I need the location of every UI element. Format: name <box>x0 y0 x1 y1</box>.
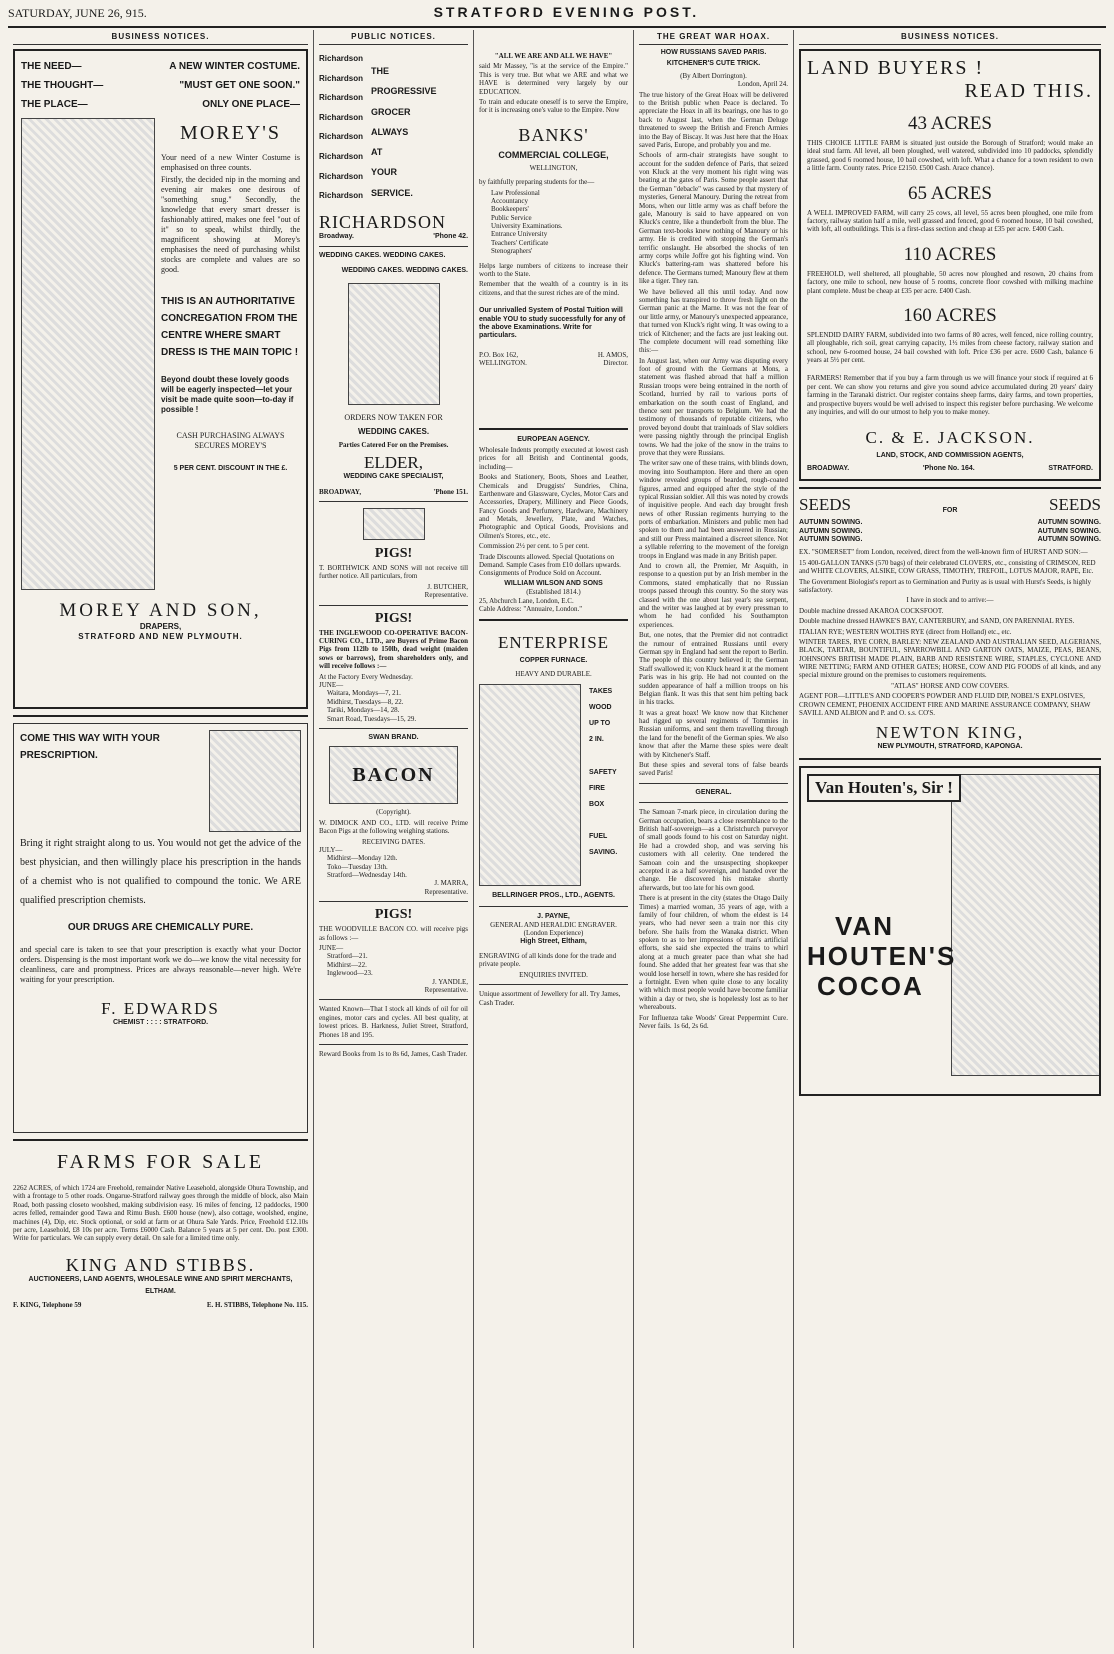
pigs-2-date: Midhirst, Tuesdays—8, 22. <box>327 697 404 706</box>
jackson-sub: LAND, STOCK, AND COMMISSION AGENTS, <box>876 452 1024 460</box>
course: Law Professional <box>491 188 540 197</box>
masthead-title: STRATFORD EVENING POST. <box>433 4 700 20</box>
farms-body: 2262 ACRES, of which 1724 are Freehold, remainder Native Leasehold, alongside Ohura Township, and with a frontage to 5 other roads. Ongarue-Stratford railway goes through the middle of block, also Main Road, both passing closeto woolshed, making subdivision easy. 16 miles of fencing, 12 paddocks, 1900 acres felled, remainder good Tawa and Rimu Bush. £600 house (new), also cottage, woolshed, engine, machines (4), Dip, etc. Stock optional, or sold at farm or at Ohura Sale Yards. Price, Freehold £12.10s per acre, Leasehold, £8 10s per acre. Terms £6000 Cash. Balance 5 years at 5 per cent. Do. post £300. Write for particulars. We can supply every detail. On sale for a limited time only. <box>13 1184 309 1243</box>
hoax-dateline: London, April 24. <box>737 80 789 89</box>
hoax-p4: In August last, when our Army was disputing every foot of ground with the Germans at Mons, a statement was flashed abroad that half a million Russian troops were being entrained in the north of Scotland, hurried by rail to various ports of embarkation on the south coast of England, and thence sent per transports to Belgium. We had the testimony of thousands of reputable citizens, who proved beyond doubt that trainloads of Slav soldiers were passing nightly through the principal English towns. We had the joke of the snow in the trains to prove that they were Russians. <box>639 356 789 457</box>
richardson-repeats <box>319 49 363 206</box>
seeds-akaroa: Double machine dressed AKAROA COCKSFOOT. <box>799 606 944 615</box>
acres-160: 160 ACRES <box>903 304 997 326</box>
van-houten-ad <box>799 766 1101 1096</box>
hoax-p7: But, one notes, that the Premier did not contradict the rumour of entrained Russians until every German spy in England had sent the report to Berlin. The people of this country believed it; the German Staff swallowed it; von Kluck heard it at the moment Paris was in his grip. He had not counted on the sudden appearance of half a million troops on his Belgian flank. It was this that sent him pelting back in his tracks. <box>639 631 789 707</box>
acres-110-body: FREEHOLD, well sheltered, all ploughable, 50 acres now ploughed and resown, 20 chains from factory, one mile to school, new house of 5 rooms, concrete floor cowshed with milking machine plant complete. Must be cheap at £35 per acre. £400 Cash. <box>807 269 1093 295</box>
divider <box>319 501 468 502</box>
euro-body: Wholesale Indents promptly executed at lowest cash prices for all British and Continental goods, including— <box>479 445 629 471</box>
course: University Examinations. <box>491 222 563 231</box>
banks-college: COMMERCIAL COLLEGE, <box>498 149 609 160</box>
morey-left-lines <box>21 57 103 114</box>
morey-ad <box>13 49 308 709</box>
course: Stenographers' <box>491 247 533 256</box>
pigs-3-month: JUNE— <box>319 944 344 953</box>
divider <box>319 901 468 902</box>
morey-cash: CASH PURCHASING ALWAYS SECURES MOREY'S <box>176 431 285 450</box>
swan-month: JULY— <box>319 845 343 854</box>
richardson-line: Richardson <box>319 132 364 142</box>
seeds-agent: AGENT FOR—LITTLE'S AND COOPER'S POWDER AND FLUID DIP, NOBEL'S EXPLOSIVES, CROWN CEMENT, PHOENIX ACCIDENT FIRE AND MARINE ASSURANCE COMPANY, SHAW SAVILL AND ALBION and P. and O. s.s. CO'S. <box>799 692 1091 718</box>
reward-books: Reward Books from 1s to 8s 6d, James, Cash Trader. <box>319 1049 468 1058</box>
hoax-p5: The writer saw one of these trains, with blinds down, moving into Southampton. Here and there an open window revealed groups of bearded, rough-coated figures, armed and equipped after the style of the typical Russian soldier. All this was noted by crowds of inquisitive people. And each day brought fresh news of other Russian regiments hurrying to the ports of embarkation. Ministers and public men had spoken to them and had been answered in Russian; and still our Press maintained a discreet silence. Not a syllable referring to the movement of the foreign troops in England was made in any British paper. <box>639 459 789 560</box>
seeds-italian: ITALIAN RYE; WESTERN WOLTHS RYE (direct from Holland) etc., etc. <box>799 627 1012 636</box>
morey-towns: STRATFORD AND NEW PLYMOUTH. <box>78 632 243 641</box>
richardson-line: Richardson <box>319 112 364 122</box>
morey-line-place: THE PLACE— <box>21 99 88 110</box>
seeds-left: SEEDS <box>799 495 851 515</box>
euro-trade: Trade Discounts allowed. Special Quotations on Demand. Sample Cases from £10 dollars upwards. Consignments of Produce Sold on Account. <box>479 552 621 578</box>
newton-king-name: NEWTON KING, <box>875 723 1025 743</box>
morey-line-costume: A NEW WINTER COSTUME. <box>169 61 301 72</box>
richardson-name: RICHARDSON <box>319 211 447 232</box>
pigs-3-role: Representative. <box>424 985 469 994</box>
edwards-body-2: and special care is taken to see that your prescription is exactly what your Doctor orders. Dispensing is the most important work we do—we know the vital necessity for cleanliness, care and promptness. Prices are always reasonable—never high. We're waiting for your prescription. <box>20 945 302 984</box>
divider <box>319 999 468 1000</box>
hoax-p6: And to crown all, the Premier, Mr Asquith, in response to a question put by an Irish member in the Commons, stated emphatically that no Russian troops passed through this country. So the story was classed with the one about last year's sea serpent, and the writer was laughed at by every pressman to whom he had confided his Southampton experiences. <box>639 562 789 629</box>
swan-date: Stratford—Wednesday 14th. <box>327 871 407 880</box>
pigs-ad-1 <box>319 508 468 600</box>
divider <box>319 246 468 247</box>
autumn-line: AUTUMN SOWING. <box>1037 519 1101 527</box>
acres-110: 110 ACRES <box>903 243 997 265</box>
acres-160-body: SPLENDID DAIRY FARM, subdivided into two farms of 80 acres, well fenced, nice rolling country, all ploughable, rich soil, great carrying capacity, 1½ miles from cheese factory, railway station and school, new 6-roomed house, 24 bail cowshed with loft. Price £36 per acre. £600 Cash, balance 6 years at 5½ per cent. <box>807 330 1093 365</box>
column-1 <box>8 30 314 1648</box>
elder-name: ELDER, <box>364 453 424 473</box>
pigs-3-date: Stratford—21. <box>327 952 368 961</box>
pigs-3-body: THE WOODVILLE BACON CO. will receive pigs as follows :— <box>319 925 469 942</box>
banks-amos: H. AMOS, <box>597 350 629 359</box>
payne-body: ENGRAVING of all kinds done for the trade and private people. <box>479 952 617 969</box>
feature: FIRE <box>589 784 605 792</box>
seeds-ex: EX. "SOMERSET" from London, received, direct from the well-known firm of HURST AND SON:— <box>799 548 1088 557</box>
divider <box>479 906 628 907</box>
seeds-hawke: Double machine dressed HAWKE'S BAY, CANTERBURY, and SAND, ON PARENNIAL RYES. <box>799 617 1075 626</box>
jackson-address: BROADWAY. <box>807 464 850 472</box>
banks-system: Our unrivalled System of Postal Tuition will enable YOU to study successfully for any of the above Examinations. Write for particulars. <box>479 307 626 340</box>
van-houten-word: COCOA <box>817 970 924 1001</box>
morey-beyond: Beyond doubt these lovely goods will be eagerly inspected—let your visit be made quite soon—to-day if possible ! <box>161 375 294 414</box>
pigs-1-title: PIGS! <box>374 546 413 562</box>
slogan-line: YOUR <box>371 167 398 178</box>
euro-head: EUROPEAN AGENCY. <box>517 435 590 443</box>
pigs-3-date: Inglewood—23. <box>327 969 373 978</box>
hoax-p2: Schools of arm-chair strategists have sought to account for the sudden defence of Paris, that seized von Kluck at the very moment his right wing was beating at the gates of Paris. Some people assert that the German "debacle" was caused by that mystery of mysteries, General Manoury. During the retreat from Mons, when our little army was as chaff before the gale, Manoury is said to have appeared on von Kluck's centre, like a thunderbolt from the blue. The German text-books knew nothing of Manoury or his army. He is credited with stopping the German's terrific onslaught. He absorbed the shocks of ten army corps while Joffre got his fighting wind. Von Kluck's battering-ram was shattered before his defence. The Germans turned; Manoury flew at them like a tiger. They ran. <box>639 151 789 286</box>
euro-established: (Established 1814.) <box>526 588 581 597</box>
slogan-line: ALWAYS <box>371 126 409 137</box>
richardson-contact <box>319 233 468 241</box>
feature <box>589 749 617 765</box>
woman-illustration <box>21 118 155 590</box>
pigs-2-date: Smart Road, Tuesdays—15, 29. <box>327 714 417 723</box>
divider <box>13 715 308 717</box>
seeds-tanks: 15 400-GALLON TANKS (570 bags) of their celebrated CLOVERS, etc., consisting of CRIMSON, RED and WHITE CLOVERS, ALSIKE, COW GRASS, TIMOTHY, TREFOIL, LOTUS MAJOR, RAPE, Etc. <box>799 558 1096 576</box>
general-p3: For Influenza take Woods' Great Peppermint Cure. Never fails. 1s 6d, 2s 6d. <box>639 1013 789 1030</box>
richardson-line: Richardson <box>319 151 364 161</box>
banks-intro-2: To train and educate oneself is to serve the Empire, for it is increasing one's value to the Empire. Now <box>479 97 629 115</box>
hoax-p1: The true history of the Great Hoax will be delivered to the British public when Peace is declared. To appreciate the Hoax in all its bearings, one has to go back to August last, when the German Deluge threatened to sweep the British and French Armies into the Bay of Biscay. It was Just here that the Hoax saved Paris, Europe, and probably you and me. <box>639 90 789 149</box>
banks-helps: Helps large numbers of citizens to increase their worth to the State. <box>479 261 629 279</box>
elder-address: BROADWAY, <box>319 487 362 496</box>
banks-wellington: WELLINGTON. <box>479 359 527 368</box>
morey-line-need: THE NEED— <box>21 61 82 72</box>
general-p1: The Samoan 7-mark piece, in circulation during the German occupation, bears a close resemblance to the British half-sovereign—as a Christchurch purveyor of small goods found to his cost on Saturday night. He had a crowded shop, and was serving his customers with all celerity. One tendered the Samoan coin and the unsuspecting shopkeeper accepted it as a half sovereign, and handed over the change. He discovered his mistake shortly afterwards, but too late for his own good. <box>639 808 789 892</box>
jackson-ad <box>799 49 1101 481</box>
enterprise-features <box>581 684 617 886</box>
slogan-line: AT <box>371 147 383 157</box>
seeds-heading <box>799 495 1101 515</box>
morey-body-2: Firstly, the decided nip in the morning and evening air makes one desirous of "something snug." Secondly, the knowledge that every smart dresser is fashionably attired, makes one feel "out of it" so to speak, whilst thirdly, the magnificent showing at Morey's emphasises the need of purchasing whilst stocks are complete and values are so good. <box>161 175 301 274</box>
jackson-town: STRATFORD. <box>1048 464 1093 472</box>
newton-king-ad <box>799 495 1101 752</box>
payne-name: J. PAYNE, <box>537 912 570 920</box>
feature: BOX <box>589 800 605 808</box>
newton-king-towns: NEW PLYMOUTH, STRATFORD, KAPONGA. <box>877 743 1023 751</box>
morey-line-soon: "MUST GET ONE SOON." <box>179 80 301 91</box>
pigs-1-sign: J. BUTCHER, <box>427 582 469 591</box>
morey-name: MOREY'S <box>180 122 281 144</box>
general-head: GENERAL. <box>695 788 732 796</box>
slogan-line: THE <box>371 66 390 76</box>
pigs-2-title: PIGS! <box>374 610 413 626</box>
swan-role: Representative. <box>424 887 469 896</box>
richardson-line: Richardson <box>319 73 364 83</box>
hoax-sub-1: HOW RUSSIANS SAVED PARIS. <box>660 49 767 56</box>
land-title-1: LAND BUYERS ! <box>807 57 985 79</box>
morey-text <box>155 118 300 590</box>
divider <box>319 1044 468 1045</box>
masthead <box>8 4 1106 28</box>
payne-enquiries: ENQUIRIES INVITED. <box>519 970 588 979</box>
swan-date: Midhirst—Monday 12th. <box>327 854 398 863</box>
pig-illustration <box>363 508 425 540</box>
course: Teachers' Certificate <box>491 238 549 247</box>
enterprise-name: ENTERPRISE <box>497 633 610 653</box>
slogan-line: SERVICE. <box>371 187 413 198</box>
banks-prep: by faithfully preparing students for the— <box>479 178 595 187</box>
slogan-line: PROGRESSIVE <box>371 86 437 97</box>
morey-footer-name: MOREY AND SON, <box>59 600 262 621</box>
morey-top <box>21 57 300 114</box>
column-5-header: BUSINESS NOTICES. <box>799 30 1101 45</box>
column-4 <box>634 30 794 1648</box>
richardson-phone: 'Phone 42. <box>433 232 469 240</box>
column-2-header: PUBLIC NOTICES. <box>319 30 468 45</box>
pigs-2-date: Waitara, Mondays—7, 21. <box>327 689 401 698</box>
elder-ad <box>319 252 468 496</box>
pigs-ad-2 <box>319 611 468 723</box>
farms-title: FARMS FOR SALE <box>56 1151 265 1173</box>
morey-body-1: Your need of a new Winter Costume is emphasised on three counts. <box>161 153 301 172</box>
banks-box: P.O. Box 162, <box>479 350 519 359</box>
columns <box>8 30 1106 1648</box>
seeds-biologist: The Government Biologist's report as to Germination and Purity as is usual with Hurst's Seeds, is highly satisfactory. <box>799 577 1092 594</box>
morey-right-lines <box>169 57 300 114</box>
banks-quote: "ALL WE ARE AND ALL WE HAVE" <box>494 52 613 60</box>
divider <box>479 619 628 621</box>
morey-drapers: DRAPERS, <box>139 622 182 631</box>
richardson-line: Richardson <box>319 191 364 201</box>
divider <box>13 1139 308 1141</box>
divider <box>319 605 468 606</box>
pigs-3-sign: J. YANDLE, <box>432 977 469 986</box>
swan-brand: SWAN BRAND. <box>368 733 419 741</box>
enterprise-agents: BELLRINGER PROS., LTD., AGENTS. <box>492 892 615 900</box>
feature: 2 IN. <box>589 736 604 744</box>
bacon-pig-logo: BACON <box>329 746 458 804</box>
edwards-drugs: OUR DRUGS ARE CHEMICALLY PURE. <box>67 922 254 933</box>
swan-ad <box>319 734 468 896</box>
feature: TAKES <box>589 688 613 696</box>
elder-orders-2: WEDDING CAKES. <box>357 426 430 436</box>
banks-city-row <box>479 359 628 367</box>
feature: SAVING. <box>589 849 618 857</box>
euro-items: Books and Stationery, Boots, Shoes and Leather, Chemicals and Druggists' Sundries, China, Earthenware and Glassware, Cycles, Motor Cars and Accessories, Drapery, Millinery and Piece Goods, Fancy Goods and Perfumery, Hardware, Machinery and Metals, Jewellery, Plate, and Watches, Photographic and Optical Goods, Provisions and Oilmen's Stores, etc., etc. <box>479 473 629 540</box>
payne-exp: (London Experience) <box>523 929 584 938</box>
farms-tel-left: F. KING, Telephone 59 <box>13 1300 82 1309</box>
hoax-p3: We have believed all this until today. And now something has transpired to throw fresh light on the German panic at the Marne. It was not the fear of our little army, or Manoury's unexpected appearance, that turned von Kluck's right wing. It was owing to a trick of Kitchener; and the facts are just leaking out. The complete document will read something like this:— <box>639 287 789 355</box>
jackson-phone: 'Phone No. 164. <box>922 464 975 472</box>
hoax-p8: It was a great hoax! We know now that Kitchener had rigged up several regiments of Tommies in Russian uniforms, and sent them travelling through the land for the benefit of the German spies. We also know that after the Marne these spies were dealt with by Kitchener's Staff. <box>639 708 789 759</box>
banks-town: WELLINGTON, <box>529 163 578 172</box>
richardson-line: Richardson <box>319 93 364 103</box>
elder-parties: Parties Catered For on the Premises. <box>338 440 449 449</box>
elder-phone: 'Phone 151. <box>433 487 469 496</box>
elder-cakes-a: WEDDING CAKES. WEDDING CAKES. <box>319 252 446 260</box>
hoax-sub-2: KITCHENER'S CUTE TRICK. <box>666 60 761 68</box>
column-4-header: THE GREAT WAR HOAX. <box>639 30 788 45</box>
acres-43-body: THIS CHOICE LITTLE FARM is situated just outside the Borough of Stratford; would make an ideal stud farm. All level, all been ploughed, well watered, subdivided into 10 paddocks, splendidly grassed, good 6 roomed house, 10 bail cowshed, with loft. What a chance for a town resident to own a little farm. County rates. Price £2150. £500 Cash. Arace chance). <box>807 139 1093 173</box>
divider <box>479 984 628 985</box>
payne-addr: High Street, Eltham, <box>520 937 587 945</box>
edwards-sub: CHEMIST : : : : STRATFORD. <box>112 1019 209 1026</box>
richardson-grid <box>319 49 468 206</box>
pigs-2-date: Tariki, Mondays—14, 28. <box>327 706 400 715</box>
richardson-ad <box>319 49 468 241</box>
morey-body <box>21 118 300 590</box>
swan-receiving: RECEIVING DATES. <box>362 837 426 846</box>
euro-cable: Cable Address: "Annuaire, London." <box>479 604 583 613</box>
wanted-known: Wanted Known—That I stock all kinds of oil for oil engines, motor cars and cycles. All best quality, at lowest prices. B. Harkness, Juliet Street, Stratford, Phones 18 and 195. <box>319 1005 469 1039</box>
hoax-p9: But these spies and several tons of false beards saved Paris! <box>639 761 789 778</box>
feature: WOOD <box>589 704 612 712</box>
banks-remember: Remember that the wealth of a country is in its citizens, and that the surest riches are of the mind. <box>479 280 629 297</box>
richardson-slogan <box>363 49 437 206</box>
van-houten-word: VAN <box>835 910 894 941</box>
divider <box>639 802 788 803</box>
seeds-stock: I have in stock and to arrive:— <box>906 596 994 605</box>
feature <box>589 813 617 829</box>
euro-commission: Commission 2½ per cent. to 5 per cent. <box>479 542 590 551</box>
richardson-line: Richardson <box>319 54 364 63</box>
seeds-right: SEEDS <box>1049 495 1101 515</box>
pigs-2-note: At the Factory Every Wednesday. <box>319 672 413 681</box>
swan-body: W. DIMOCK AND CO., LTD. will receive Prime Bacon Pigs at the following weighing stations. <box>319 818 469 836</box>
course: Entrance University <box>491 230 548 239</box>
edwards-body: Bring it right straight along to us. You would not get the advice of the best physician, and then willingly place his prescription in the hands of a chemist who is not qualified to compound the tonic. We ARE qualified prescription chemists. <box>20 838 302 906</box>
elder-orders: ORDERS NOW TAKEN FOR <box>344 412 443 422</box>
elder-sub: WEDDING CAKE SPECIALIST, <box>343 473 444 481</box>
autumn-left <box>799 519 862 544</box>
elder-cakes-b: WEDDING CAKES. WEDDING CAKES. <box>341 266 469 274</box>
feature: UP TO <box>589 720 611 728</box>
wedding-cake-illustration <box>348 283 440 405</box>
jackson-name: C. & E. JACKSON. <box>865 428 1035 448</box>
morey-line-only: ONLY ONE PLACE— <box>202 99 301 110</box>
hoax-byline: (By Albert Dorrington). <box>680 71 747 80</box>
farms-firm: KING AND STIBBS. <box>65 1254 256 1275</box>
jackson-contact <box>807 465 1093 473</box>
farms-phones <box>13 1301 308 1309</box>
enterprise-sub: COPPER FURNACE. <box>519 657 588 665</box>
general-p2: There is at present in the city (states the Otago Daily Times) a married woman, 35 years of age, with a family of four children, of whom the eldest is 14 years, who had never seen a train nor this city before. She hails from the Wanaka district. When spoken to as to her impressions of man's artificial efforts, she said she expected the trains to whirl along at a much greater pace than what she had found. She added that her greatest fear was that she would lose herself in town, where she has resided for a fortnight. Even when quite close to any locality with which most people would have become familiar within a day or two, she is hopelessly lost as to her whereabouts. <box>639 894 789 1012</box>
pigs-3-date: Midhirst—22. <box>327 960 367 969</box>
woman-portrait <box>209 730 301 832</box>
acres-65-body: A WELL IMPROVED FARM, will carry 25 cows, all level, 55 acres been ploughed, one mile from factory, railway station half a mile, well grassed and fenced, good 6 roomed house, 10 bail cowshed, with loft, all outbuildings. This is a first-class section and cheap at £35 per acre. £400 Cash. <box>807 208 1093 234</box>
slogan-line: GROCER <box>371 106 411 117</box>
copper-furnace-illustration <box>479 684 581 886</box>
pigs-1-role: Representative. <box>424 591 469 600</box>
swan-copyright: (Copyright). <box>376 808 411 817</box>
pigs-1-body: T. BORTHWICK AND SONS will not receive till further notice. All particulars, from <box>319 564 469 581</box>
autumn-line: AUTUMN SOWING. <box>799 519 863 527</box>
divider <box>799 758 1101 760</box>
edwards-ad <box>13 723 308 1133</box>
enterprise-ad <box>479 633 628 900</box>
acres-43: 43 ACRES <box>908 113 992 134</box>
column-3 <box>474 30 634 1648</box>
pigs-3-title: PIGS! <box>374 907 413 923</box>
masthead-date: SATURDAY, JUNE 26, 915. <box>8 6 147 20</box>
feature: SAFETY <box>589 768 617 776</box>
unique-jewellery: Unique assortment of Jewellery for all. Try James, Cash Trader. <box>479 990 621 1007</box>
farms-tel-right: E. H. STIBBS, Telephone No. 115. <box>206 1300 309 1309</box>
van-houten-banner: Van Houten's, Sir ! <box>807 774 961 802</box>
pigs-ad-3 <box>319 907 468 994</box>
banks-courses <box>479 189 628 256</box>
column-2 <box>314 30 474 1648</box>
autumn-line: AUTUMN SOWING. <box>1037 535 1101 543</box>
autumn-sowing <box>799 519 1101 544</box>
pigs-2-month: JUNE— <box>319 681 344 689</box>
divider <box>639 783 788 784</box>
divider <box>799 487 1101 489</box>
acres-65: 65 ACRES <box>908 182 992 204</box>
autumn-line: AUTUMN SOWING. <box>799 535 863 543</box>
van-houten-word: HOUTEN'S <box>807 940 957 971</box>
enterprise-sub-2: HEAVY AND DURABLE. <box>515 669 592 678</box>
course: Public Service <box>491 213 532 222</box>
farmers-note: FARMERS! Remember that if you buy a farm through us we will finance your stock if required at 6 per cent. We can show you returns and give you sound advice accumulated during 20 years' dairy farming in the Taranaki district. Our register contains sheep farms, dairy farms, and town properties, and prospective buyers would be well advised to inspect this register before purchasing. We welcome any inquiries, and will do our utmost to help you to make money. <box>807 374 1093 417</box>
land-title-2: READ THIS. <box>964 80 1093 102</box>
autumn-right <box>1038 519 1101 544</box>
morey-discount: 5 PER CENT. DISCOUNT IN THE £. <box>173 465 288 472</box>
autumn-line: AUTUMN SOWING. <box>1037 527 1101 535</box>
divider <box>319 728 468 729</box>
farms-sub: AUCTIONEERS, LAND AGENTS, WHOLESALE WINE AND SPIRIT MERCHANTS, <box>28 1275 293 1283</box>
course: Bookkeepers' <box>491 205 529 214</box>
enterprise-body <box>479 684 628 886</box>
banks-box-row <box>479 351 628 359</box>
swan-date: Toko—Tuesday 13th. <box>327 862 388 871</box>
payne-ad <box>479 913 628 980</box>
course: Accountancy <box>491 196 528 205</box>
seeds-atlas: "ATLAS" HORSE AND COW COVERS. <box>891 681 1009 690</box>
richardson-line: Richardson <box>319 171 364 181</box>
van-houten-logo <box>807 912 1093 1002</box>
banks-intro: said Mr Massey, "is at the service of the Empire." This is very true. But what we ARE and what we HAVE is determined very largely by our EDUCATION. <box>479 62 629 96</box>
autumn-line: AUTUMN SOWING. <box>799 527 863 535</box>
column-1-header: BUSINESS NOTICES. <box>13 30 308 45</box>
pigs-2-body: THE INGLEWOOD CO-OPERATIVE BACON-CURING CO., LTD., are Buyers of Prime Bacon Pigs from 112lb to 150lb, dead weight (maiden sows or barrows), from shareholders only, and will receive follows :— <box>319 628 469 671</box>
richardson-address: Broadway. <box>319 232 354 240</box>
feature: FUEL <box>589 832 608 840</box>
divider <box>479 428 628 430</box>
morey-callout: THIS IS AN AUTHORITATIVE CONCREGATION FROM THE CENTRE WHERE SMART DRESS IS THE MAIN TOPIC ! <box>161 296 299 358</box>
morey-line-thought: THE THOUGHT— <box>21 80 104 91</box>
edwards-name: F. EDWARDS <box>101 999 220 1018</box>
euro-address: 25, Abchurch Lane, London, E.C. <box>479 596 574 605</box>
elder-contact <box>319 488 468 496</box>
edwards-lead: COME THIS WAY WITH YOUR PRESCRIPTION. <box>20 733 160 761</box>
payne-sub: GENERAL AND HERALDIC ENGRAVER. <box>490 920 617 929</box>
banks-name: BANKS' <box>518 124 589 145</box>
seeds-winter: WINTER TARES, RYE CORN, BARLEY: NEW ZEALAND AND AUSTRALIAN SEED, ALGERIANS, BLACK, TARTAR, BOUNTIFUL, SPARROWBILL AND GARTON OATS, MAIZE, PEAS, BEANS, JOHNSON'S BRITISH MADE PLAIN, BARB AND RESISTENE WIRE, STAPLES, CYCLONE AND WIRE NETTING; FARM AND OTHER GATES; HORSE, COW AND PIG FOODS of all kinds, and any special mixture ground on the premises to customers requirements. <box>799 637 1101 680</box>
swan-sign: J. MARRA, <box>434 879 469 888</box>
farms-ad <box>13 1151 308 1309</box>
farms-town: ELTHAM. <box>145 1288 176 1296</box>
column-5 <box>794 30 1106 1648</box>
seeds-for: FOR <box>942 506 958 514</box>
banks-director: Director. <box>603 359 629 368</box>
edwards-top <box>20 730 301 832</box>
euro-wilson: WILLIAM WILSON AND SONS <box>504 579 603 587</box>
